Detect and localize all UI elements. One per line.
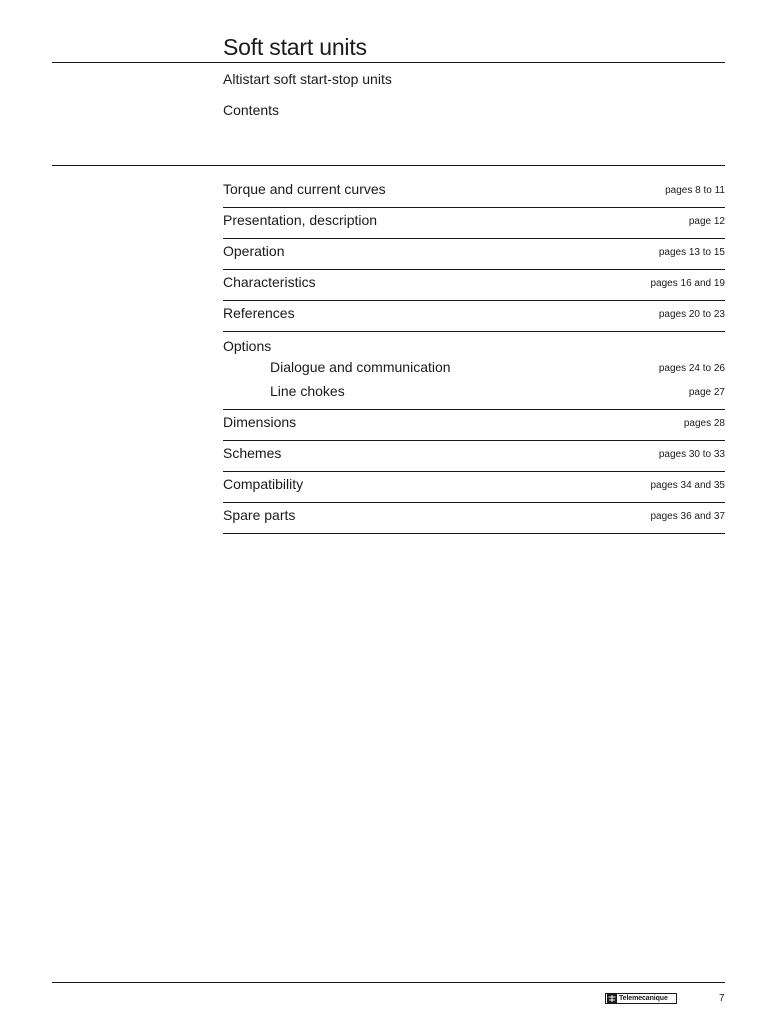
toc-entry-label: Options	[223, 338, 272, 354]
telemecanique-logo	[605, 993, 677, 1004]
toc-entry-label: Compatibility	[223, 476, 304, 492]
page-number: 7	[719, 993, 725, 1004]
toc-entry-pages: pages 36 and 37	[650, 511, 725, 522]
toc-entry-group	[223, 332, 725, 410]
top-rule	[52, 62, 725, 63]
contents-label: Contents	[223, 102, 280, 118]
toc-entry-pages: pages 24 to 26	[658, 363, 725, 374]
toc-entry-label: Dialogue and communication	[270, 359, 451, 375]
page-title: Soft start units	[223, 34, 367, 60]
toc-sub-entry[interactable]	[223, 355, 725, 379]
toc-entry[interactable]	[223, 270, 725, 301]
toc-entry-pages: pages 16 and 19	[650, 278, 725, 289]
toc-entry-label: Torque and current curves	[223, 181, 386, 197]
toc-group-heading[interactable]	[223, 332, 725, 355]
toc-entry-pages: pages 34 and 35	[650, 480, 725, 491]
bottom-rule	[52, 982, 725, 983]
toc-entry[interactable]	[223, 472, 725, 503]
toc-sub-entry[interactable]	[223, 379, 725, 403]
toc-entry[interactable]	[223, 441, 725, 472]
table-of-contents	[223, 177, 725, 534]
toc-entry-label: Operation	[223, 243, 285, 259]
toc-entry-pages: pages 30 to 33	[658, 449, 725, 460]
toc-entry-pages: page 12	[688, 216, 725, 227]
toc-entry-pages: page 27	[688, 387, 725, 398]
logo-text: Telemecanique	[619, 995, 668, 1002]
toc-entry-label: Presentation, description	[223, 212, 378, 228]
toc-entry-label: Characteristics	[223, 274, 316, 290]
toc-entry[interactable]	[223, 503, 725, 534]
toc-entry-label: Spare parts	[223, 507, 296, 523]
toc-entry[interactable]	[223, 177, 725, 208]
toc-entry[interactable]	[223, 301, 725, 332]
toc-entry[interactable]	[223, 410, 725, 441]
toc-entry[interactable]	[223, 239, 725, 270]
toc-entry-label: Dimensions	[223, 414, 297, 430]
page-subtitle: Altistart soft start-stop units	[223, 71, 392, 87]
toc-entry-label: Schemes	[223, 445, 282, 461]
toc-entry-pages: pages 20 to 23	[658, 309, 725, 320]
toc-entry-pages: pages 13 to 15	[658, 247, 725, 258]
telemecanique-logo-icon	[607, 994, 617, 1003]
toc-entry-pages: pages 28	[683, 418, 725, 429]
toc-entry-pages: pages 8 to 11	[665, 185, 725, 196]
toc-entry-label: Line chokes	[270, 383, 345, 399]
toc-entry[interactable]	[223, 208, 725, 239]
middle-rule	[52, 165, 725, 166]
toc-entry-label: References	[223, 305, 295, 321]
